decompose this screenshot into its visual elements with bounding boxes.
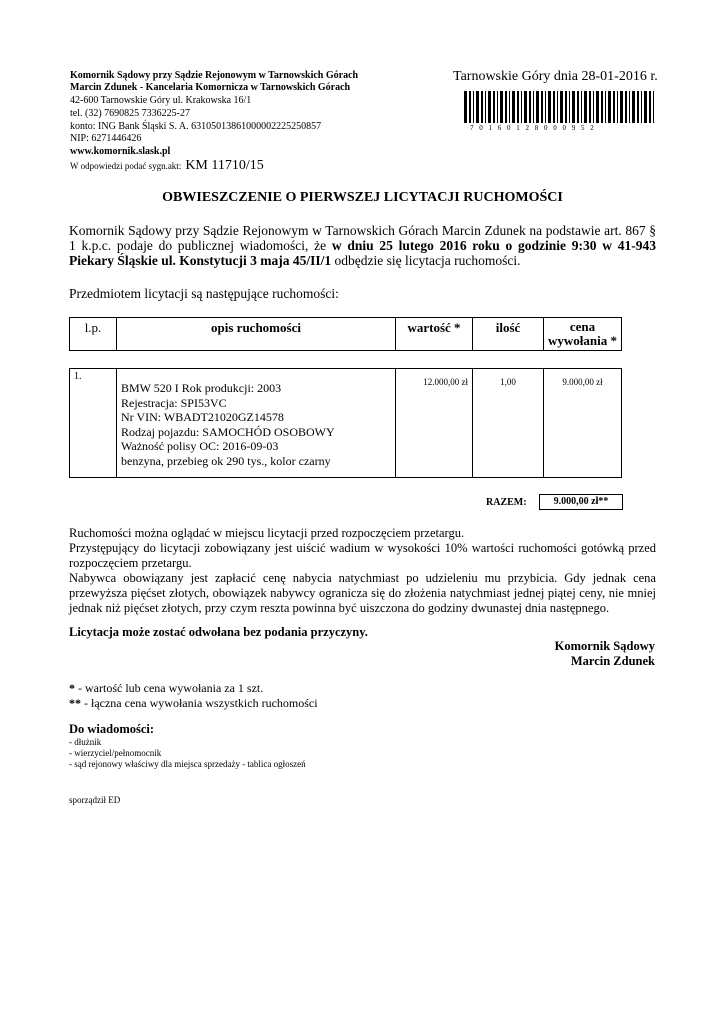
item-lp: 1. [70, 369, 117, 478]
intro-text-end: odbędzie się licytacja ruchomości. [331, 253, 521, 268]
item-desc-line: Rejestracja: SPI53VC [121, 395, 227, 410]
office-name-line2: Marcin Zdunek - Kancelaria Komornicza w Tarnowskich Górach [70, 82, 351, 93]
cancellation-warning: Licytacja może zostać odwołana bez podania przyczyny. [69, 625, 368, 639]
case-reference [70, 156, 264, 174]
intro-paragraph [69, 223, 656, 268]
item-desc-line: BMW 520 I Rok produkcji: 2003 [121, 381, 282, 395]
item-desc-line: Rodzaj pojazdu: SAMOCHÓD OSOBOWY [121, 424, 335, 439]
signature [555, 639, 655, 669]
case-reference-number: KM 11710/15 [185, 158, 264, 173]
col-desc: opis ruchomości [117, 318, 396, 351]
total-label: RAZEM: [486, 497, 527, 508]
total-value: 9.000,00 zł** [539, 494, 623, 510]
signature-title: Komornik Sądowy [554, 639, 655, 653]
list-item: - wierzyciel/pełnomocnik [69, 748, 162, 758]
col-price-line2: wywołania * [548, 333, 617, 348]
item-price: 9.000,00 zł [544, 369, 622, 478]
office-name-line1: Komornik Sądowy przy Sądzie Rejonowym w Tarnowskich Górach [70, 70, 359, 81]
footnote-mark: * [69, 681, 75, 695]
item-desc-line: Nr VIN: WBADT21020GZ14578 [121, 410, 284, 424]
barcode-digits: 7 0 1 6 0 1 2 8 0 0 0 9 5 2 [470, 124, 654, 132]
office-phone: tel. (32) 7690825 7336225-27 [70, 108, 190, 119]
col-price-line1: cena [569, 319, 596, 334]
footnotes [69, 681, 318, 711]
office-account: konto: ING Bank Śląski S. A. 63105013861000002225250857 [70, 121, 322, 132]
items-header-table [69, 317, 622, 351]
list-item: - dłużnik [69, 737, 102, 747]
list-item: - sąd rejonowy właściwy dla miejsca sprzedaży - tablica ogłoszeń [69, 759, 306, 769]
footnote [69, 696, 318, 711]
place-and-date: Tarnowskie Góry dnia 28-01-2016 r. [453, 69, 658, 84]
footnote-mark: ** [69, 696, 81, 710]
item-desc [117, 369, 396, 478]
notice-title: Do wiadomości: [69, 722, 155, 736]
item-value: 12.000,00 zł [396, 369, 473, 478]
document-title: OBWIESZCZENIE O PIERWSZEJ LICYTACJI RUCHOMOŚCI [162, 190, 563, 205]
office-nip: NIP: 6271446426 [70, 133, 142, 144]
item-desc-line: benzyna, przebieg ok 290 tys., kolor czarny [121, 453, 331, 468]
notice-list [69, 737, 306, 770]
office-address: 42-600 Tarnowskie Góry ul. Krakowska 16/1 [70, 95, 252, 106]
subject-line: Przedmiotem licytacji są następujące ruchomości: [69, 286, 339, 301]
col-qty: ilość [473, 318, 544, 351]
terms-viewing: Ruchomości można oglądać w miejscu licytacji przed rozpoczęciem przetargu. [69, 526, 465, 540]
office-website: www.komornik.slask.pl [70, 146, 171, 157]
item-qty: 1,00 [473, 369, 544, 478]
case-reference-label: W odpowiedzi podać sygn.akt: [70, 161, 182, 171]
table-row [70, 369, 622, 478]
intro-text: Komornik Sądowy przy Sądzie Rejonowym w Tarnowskich Górach Marcin Zdunek na podstawie art. 867 § 1 k.p.c. podaje do publicznej wiadomości, że [69, 223, 656, 253]
items-table [69, 368, 622, 478]
terms-payment: Nabywca obowiązany jest zapłacić cenę nabycia natychmiast po udzieleniu mu przybicia. Gdy jednak cena przewyższa pięćset złotych, obowiązek nabywcy ogranicza się do złożenia natychmiast jednej piątej ceny, nie mniej jednak niż pięćset złotych, przy czym reszta powinna być uiszczona do godziny dwunastej dnia następnego. [69, 571, 656, 615]
terms-paragraphs [69, 526, 656, 616]
col-lp: l.p. [70, 318, 117, 351]
signature-name: Marcin Zdunek [570, 654, 655, 668]
prepared-by: sporządził ED [69, 795, 121, 805]
col-price [544, 318, 622, 351]
item-desc-line: Ważność polisy OC: 2016-09-03 [121, 439, 279, 453]
terms-deposit: Przystępujący do licytacji zobowiązany jest uiścić wadium w wysokości 10% wartości ruchomości gotówką przed rozpoczęciem przetargu. [69, 541, 656, 570]
auction-date-place: w dniu 25 lutego 2016 roku o godzinie 9:30 w 41-943 Piekary Śląskie ul. Konstytucji 3 maja 45/II/1 [69, 238, 656, 268]
footnote-text: - wartość lub cena wywołania za 1 szt. [75, 681, 264, 695]
col-value: wartość * [396, 318, 473, 351]
footnote-text: - łączna cena wywołania wszystkich ruchomości [81, 696, 318, 710]
footnote [69, 681, 318, 696]
